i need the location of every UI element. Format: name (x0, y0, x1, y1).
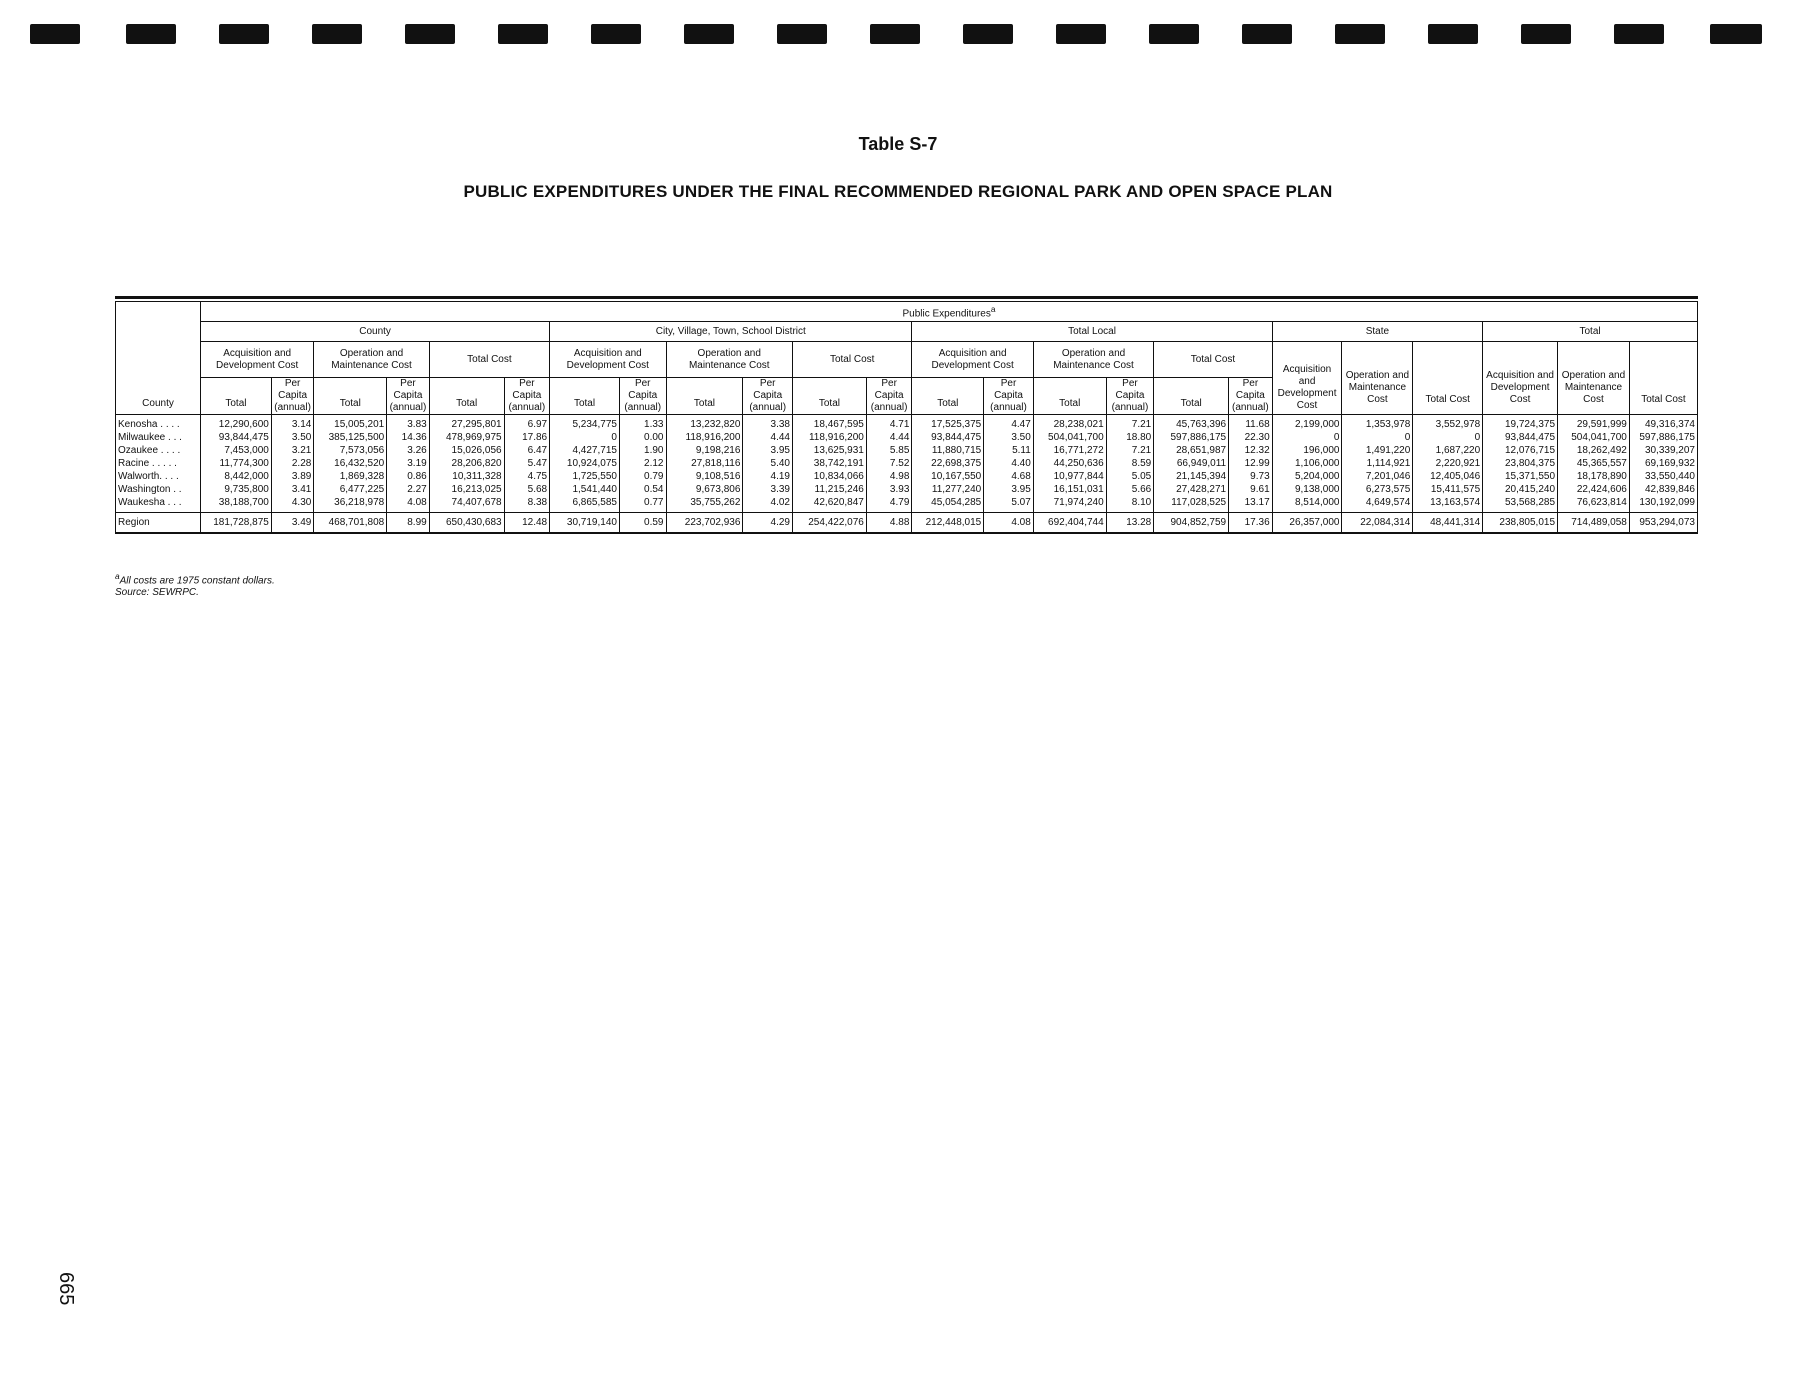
total-column-header: Total (429, 378, 504, 415)
value-cell: 478,969,975 (429, 431, 504, 444)
value-cell: 12,076,715 (1483, 444, 1558, 457)
value-cell: 21,145,394 (1154, 470, 1229, 483)
value-cell: 953,294,073 (1629, 513, 1697, 534)
value-cell: 0 (1342, 431, 1413, 444)
value-cell: 4.19 (743, 470, 793, 483)
total-column-header: Total (201, 378, 272, 415)
value-cell: 35,755,262 (666, 496, 743, 513)
value-cell: 45,365,557 (1558, 457, 1630, 470)
value-cell: 3.83 (387, 415, 430, 432)
value-cell: 9,735,800 (201, 483, 272, 496)
value-cell: 5.85 (866, 444, 912, 457)
state-group-header: State (1272, 322, 1483, 342)
value-cell: 69,169,932 (1629, 457, 1697, 470)
value-cell: 1.90 (619, 444, 666, 457)
total-column-header: Total (666, 378, 743, 415)
value-cell: 18,262,492 (1558, 444, 1630, 457)
value-cell: 0.00 (619, 431, 666, 444)
value-cell: 16,432,520 (314, 457, 387, 470)
per-capita-column-header: Per Capita (annual) (271, 378, 314, 415)
punch-hole (498, 24, 548, 44)
value-cell: 4.44 (866, 431, 912, 444)
expenditure-table (115, 301, 1698, 534)
value-cell: 33,550,440 (1629, 470, 1697, 483)
value-cell: 7,453,000 (201, 444, 272, 457)
value-cell: 9,108,516 (666, 470, 743, 483)
value-cell: 1,687,220 (1413, 444, 1483, 457)
value-cell: 212,448,015 (912, 513, 984, 534)
punch-hole (126, 24, 176, 44)
punch-hole (963, 24, 1013, 44)
value-cell: 20,415,240 (1483, 483, 1558, 496)
per-capita-column-header: Per Capita (annual) (387, 378, 430, 415)
value-cell: 30,339,207 (1629, 444, 1697, 457)
value-cell: 13.17 (1229, 496, 1273, 513)
value-cell: 38,742,191 (792, 457, 866, 470)
county-name-cell: Kenosha . . . . (116, 415, 201, 432)
value-cell: 8.10 (1106, 496, 1154, 513)
value-cell: 468,701,808 (314, 513, 387, 534)
per-capita-column-header: Per Capita (annual) (743, 378, 793, 415)
value-cell: 3.95 (743, 444, 793, 457)
value-cell: 3.14 (271, 415, 314, 432)
value-cell: 29,591,999 (1558, 415, 1630, 432)
footnote-marker: a (990, 303, 996, 314)
value-cell: 4.44 (743, 431, 793, 444)
value-cell: 692,404,744 (1033, 513, 1106, 534)
value-cell: 0.59 (619, 513, 666, 534)
value-cell: 196,000 (1272, 444, 1342, 457)
value-cell: 4.68 (984, 470, 1034, 483)
city-village-town-group-header: City, Village, Town, School District (550, 322, 912, 342)
punch-hole (1521, 24, 1571, 44)
value-cell: 9,673,806 (666, 483, 743, 496)
value-cell: 18.80 (1106, 431, 1154, 444)
value-cell: 4.47 (984, 415, 1034, 432)
per-capita-column-header: Per Capita (annual) (866, 378, 912, 415)
value-cell: 223,702,936 (666, 513, 743, 534)
value-cell: 1,869,328 (314, 470, 387, 483)
value-cell: 93,844,475 (201, 431, 272, 444)
table-row (116, 470, 1698, 483)
value-cell: 5.40 (743, 457, 793, 470)
subheader-acquisition: Acquisition and Development Cost (550, 342, 666, 378)
value-cell: 1,725,550 (550, 470, 620, 483)
value-cell: 38,188,700 (201, 496, 272, 513)
value-cell: 1,541,440 (550, 483, 620, 496)
value-cell: 3.39 (743, 483, 793, 496)
value-cell: 9,138,000 (1272, 483, 1342, 496)
punch-hole (1710, 24, 1762, 44)
county-name-cell: Region (116, 513, 201, 534)
punch-hole (684, 24, 734, 44)
county-name-cell: Waukesha . . . (116, 496, 201, 513)
value-cell: 4.29 (743, 513, 793, 534)
value-cell: 42,839,846 (1629, 483, 1697, 496)
value-cell: 10,924,075 (550, 457, 620, 470)
value-cell: 13,625,931 (792, 444, 866, 457)
value-cell: 76,623,814 (1558, 496, 1630, 513)
value-cell: 597,886,175 (1629, 431, 1697, 444)
value-cell: 17.86 (504, 431, 550, 444)
value-cell: 4.30 (271, 496, 314, 513)
county-name-cell: Racine . . . . . (116, 457, 201, 470)
punch-hole (312, 24, 362, 44)
table-row (116, 483, 1698, 496)
value-cell: 4.08 (387, 496, 430, 513)
subheader-acquisition: Acquisition and Development Cost (912, 342, 1033, 378)
value-cell: 10,311,328 (429, 470, 504, 483)
value-cell: 16,151,031 (1033, 483, 1106, 496)
punch-hole (870, 24, 920, 44)
value-cell: 1.33 (619, 415, 666, 432)
punch-hole (30, 24, 80, 44)
value-cell: 22,084,314 (1342, 513, 1413, 534)
value-cell: 650,430,683 (429, 513, 504, 534)
subheader-total-cost: Total Cost (1154, 342, 1272, 378)
value-cell: 11,880,715 (912, 444, 984, 457)
punch-hole (1614, 24, 1664, 44)
county-name-cell: Milwaukee . . . (116, 431, 201, 444)
value-cell: 9.61 (1229, 483, 1273, 496)
value-cell: 5.47 (504, 457, 550, 470)
value-cell: 385,125,500 (314, 431, 387, 444)
value-cell: 2,220,921 (1413, 457, 1483, 470)
value-cell: 7.21 (1106, 415, 1154, 432)
table-row (116, 457, 1698, 470)
value-cell: 0 (1413, 431, 1483, 444)
value-cell: 0.79 (619, 470, 666, 483)
value-cell: 17.36 (1229, 513, 1273, 534)
value-cell: 6.97 (504, 415, 550, 432)
punch-hole (1242, 24, 1292, 44)
value-cell: 504,041,700 (1033, 431, 1106, 444)
total-column-header: Total (314, 378, 387, 415)
source-note: Source: SEWRPC. (115, 587, 199, 598)
value-cell: 0.77 (619, 496, 666, 513)
total-local-group-header: Total Local (912, 322, 1272, 342)
value-cell: 0 (1272, 431, 1342, 444)
value-cell: 27,428,271 (1154, 483, 1229, 496)
value-cell: 18,467,595 (792, 415, 866, 432)
value-cell: 7.21 (1106, 444, 1154, 457)
total-total-cost-header: Total Cost (1629, 342, 1697, 415)
value-cell: 17,525,375 (912, 415, 984, 432)
table-body (116, 415, 1698, 534)
punch-hole (405, 24, 455, 44)
value-cell: 3.21 (271, 444, 314, 457)
value-cell: 15,005,201 (314, 415, 387, 432)
value-cell: 1,491,220 (1342, 444, 1413, 457)
value-cell: 0.54 (619, 483, 666, 496)
value-cell: 117,028,525 (1154, 496, 1229, 513)
value-cell: 5,204,000 (1272, 470, 1342, 483)
value-cell: 118,916,200 (666, 431, 743, 444)
value-cell: 10,167,550 (912, 470, 984, 483)
per-capita-column-header: Per Capita (annual) (984, 378, 1034, 415)
value-cell: 28,238,021 (1033, 415, 1106, 432)
value-cell: 4.75 (504, 470, 550, 483)
value-cell: 8.38 (504, 496, 550, 513)
value-cell: 3.38 (743, 415, 793, 432)
value-cell: 23,804,375 (1483, 457, 1558, 470)
value-cell: 22,424,606 (1558, 483, 1630, 496)
value-cell: 18,178,890 (1558, 470, 1630, 483)
value-cell: 11,277,240 (912, 483, 984, 496)
total-column-header: Total (1154, 378, 1229, 415)
value-cell: 504,041,700 (1558, 431, 1630, 444)
value-cell: 4.71 (866, 415, 912, 432)
value-cell: 13,163,574 (1413, 496, 1483, 513)
value-cell: 8,442,000 (201, 470, 272, 483)
value-cell: 714,489,058 (1558, 513, 1630, 534)
value-cell: 3,552,978 (1413, 415, 1483, 432)
value-cell: 4,649,574 (1342, 496, 1413, 513)
value-cell: 26,357,000 (1272, 513, 1342, 534)
public-expenditures-header: Public Expenditures$^a$ (201, 302, 1698, 322)
value-cell: 6,477,225 (314, 483, 387, 496)
value-cell: 71,974,240 (1033, 496, 1106, 513)
value-cell: 3.95 (984, 483, 1034, 496)
punch-hole (1335, 24, 1385, 44)
value-cell: 15,026,056 (429, 444, 504, 457)
subheader-operation: Operation and Maintenance Cost (314, 342, 429, 378)
per-capita-column-header: Per Capita (annual) (1229, 378, 1273, 415)
value-cell: 3.26 (387, 444, 430, 457)
total-acquisition-header: Acquisition and Development Cost (1483, 342, 1558, 415)
value-cell: 3.89 (271, 470, 314, 483)
value-cell: 19,724,375 (1483, 415, 1558, 432)
value-cell: 5.05 (1106, 470, 1154, 483)
state-operation-header: Operation and Maintenance Cost (1342, 342, 1413, 415)
value-cell: 1,106,000 (1272, 457, 1342, 470)
value-cell: 181,728,875 (201, 513, 272, 534)
value-cell: 238,805,015 (1483, 513, 1558, 534)
page-number: 665 (55, 1272, 77, 1306)
total-group-header: Total (1483, 322, 1698, 342)
total-column-header: Total (792, 378, 866, 415)
value-cell: 9,198,216 (666, 444, 743, 457)
value-cell: 4,427,715 (550, 444, 620, 457)
total-column-header: Total (550, 378, 620, 415)
value-cell: 66,949,011 (1154, 457, 1229, 470)
punch-hole (777, 24, 827, 44)
value-cell: 2.28 (271, 457, 314, 470)
value-cell: 8.59 (1106, 457, 1154, 470)
region-total-row (116, 513, 1698, 534)
value-cell: 3.50 (271, 431, 314, 444)
value-cell: 5.07 (984, 496, 1034, 513)
punch-hole (1149, 24, 1199, 44)
punch-hole (219, 24, 269, 44)
value-cell: 4.88 (866, 513, 912, 534)
subheader-total-cost: Total Cost (792, 342, 911, 378)
value-cell: 6,273,575 (1342, 483, 1413, 496)
value-cell: 8.99 (387, 513, 430, 534)
value-cell: 36,218,978 (314, 496, 387, 513)
value-cell: 15,411,575 (1413, 483, 1483, 496)
value-cell: 28,651,987 (1154, 444, 1229, 457)
value-cell: 3.19 (387, 457, 430, 470)
county-column-header: County (116, 302, 201, 415)
value-cell: 10,977,844 (1033, 470, 1106, 483)
value-cell: 3.41 (271, 483, 314, 496)
county-name-cell: Ozaukee . . . . (116, 444, 201, 457)
value-cell: 11,774,300 (201, 457, 272, 470)
value-cell: 0 (550, 431, 620, 444)
value-cell: 48,441,314 (1413, 513, 1483, 534)
value-cell: 3.50 (984, 431, 1034, 444)
value-cell: 11.68 (1229, 415, 1273, 432)
state-acquisition-header: Acquisition and Development Cost (1272, 342, 1342, 415)
value-cell: 27,818,116 (666, 457, 743, 470)
punch-hole (1056, 24, 1106, 44)
table-top-rule (115, 296, 1698, 299)
value-cell: 53,568,285 (1483, 496, 1558, 513)
value-cell: 15,371,550 (1483, 470, 1558, 483)
table-subtitle: PUBLIC EXPENDITURES UNDER THE FINAL RECOMMENDED REGIONAL PARK AND OPEN SPACE PLAN (463, 182, 1333, 201)
per-capita-column-header: Per Capita (annual) (1106, 378, 1154, 415)
value-cell: 16,213,025 (429, 483, 504, 496)
value-cell: 30,719,140 (550, 513, 620, 534)
subheader-operation: Operation and Maintenance Cost (666, 342, 792, 378)
value-cell: 7,201,046 (1342, 470, 1413, 483)
value-cell: 16,771,272 (1033, 444, 1106, 457)
value-cell: 28,206,820 (429, 457, 504, 470)
value-cell: 2.12 (619, 457, 666, 470)
value-cell: 2,199,000 (1272, 415, 1342, 432)
table-row (116, 444, 1698, 457)
expenditure-table-container (115, 301, 1698, 534)
county-name-cell: Washington . . (116, 483, 201, 496)
value-cell: 12,405,046 (1413, 470, 1483, 483)
value-cell: 10,834,066 (792, 470, 866, 483)
value-cell: 4.40 (984, 457, 1034, 470)
value-cell: 44,250,636 (1033, 457, 1106, 470)
value-cell: 45,763,396 (1154, 415, 1229, 432)
value-cell: 597,886,175 (1154, 431, 1229, 444)
value-cell: 13,232,820 (666, 415, 743, 432)
table-header (116, 302, 1698, 415)
per-capita-column-header: Per Capita (annual) (619, 378, 666, 415)
county-group-header: County (201, 322, 550, 342)
value-cell: 4.08 (984, 513, 1034, 534)
value-cell: 1,114,921 (1342, 457, 1413, 470)
value-cell: 4.98 (866, 470, 912, 483)
value-cell: 3.93 (866, 483, 912, 496)
footnote: $^a$All costs are 1975 constant dollars. (115, 571, 275, 587)
state-total-cost-header: Total Cost (1413, 342, 1483, 415)
value-cell: 5,234,775 (550, 415, 620, 432)
value-cell: 9.73 (1229, 470, 1273, 483)
value-cell: 254,422,076 (792, 513, 866, 534)
value-cell: 6,865,585 (550, 496, 620, 513)
value-cell: 12.32 (1229, 444, 1273, 457)
value-cell: 904,852,759 (1154, 513, 1229, 534)
per-capita-column-header: Per Capita (annual) (504, 378, 550, 415)
value-cell: 13.28 (1106, 513, 1154, 534)
value-cell: 5.66 (1106, 483, 1154, 496)
table-row (116, 415, 1698, 432)
value-cell: 93,844,475 (912, 431, 984, 444)
value-cell: 5.68 (504, 483, 550, 496)
total-column-header: Total (912, 378, 984, 415)
value-cell: 12,290,600 (201, 415, 272, 432)
value-cell: 3.49 (271, 513, 314, 534)
value-cell: 2.27 (387, 483, 430, 496)
value-cell: 22,698,375 (912, 457, 984, 470)
value-cell: 5.11 (984, 444, 1034, 457)
value-cell: 14.36 (387, 431, 430, 444)
total-operation-header: Operation and Maintenance Cost (1558, 342, 1630, 415)
table-row (116, 431, 1698, 444)
table-title: Table S-7 (858, 134, 938, 154)
value-cell: 4.02 (743, 496, 793, 513)
value-cell: 8,514,000 (1272, 496, 1342, 513)
value-cell: 4.79 (866, 496, 912, 513)
value-cell: 118,916,200 (792, 431, 866, 444)
punch-hole (1428, 24, 1478, 44)
subheader-total-cost: Total Cost (429, 342, 549, 378)
county-name-cell: Walworth. . . . (116, 470, 201, 483)
total-column-header: Total (1033, 378, 1106, 415)
value-cell: 7.52 (866, 457, 912, 470)
value-cell: 1,353,978 (1342, 415, 1413, 432)
value-cell: 6.47 (504, 444, 550, 457)
value-cell: 74,407,678 (429, 496, 504, 513)
value-cell: 0.86 (387, 470, 430, 483)
subheader-operation: Operation and Maintenance Cost (1033, 342, 1153, 378)
value-cell: 12.48 (504, 513, 550, 534)
value-cell: 45,054,285 (912, 496, 984, 513)
value-cell: 49,316,374 (1629, 415, 1697, 432)
value-cell: 7,573,056 (314, 444, 387, 457)
value-cell: 27,295,801 (429, 415, 504, 432)
footnote-marker: a (115, 571, 120, 581)
punch-hole (591, 24, 641, 44)
value-cell: 42,620,847 (792, 496, 866, 513)
table-row (116, 496, 1698, 513)
value-cell: 130,192,099 (1629, 496, 1697, 513)
subheader-acquisition: Acquisition and Development Cost (201, 342, 314, 378)
value-cell: 12.99 (1229, 457, 1273, 470)
value-cell: 22.30 (1229, 431, 1273, 444)
value-cell: 93,844,475 (1483, 431, 1558, 444)
value-cell: 11,215,246 (792, 483, 866, 496)
